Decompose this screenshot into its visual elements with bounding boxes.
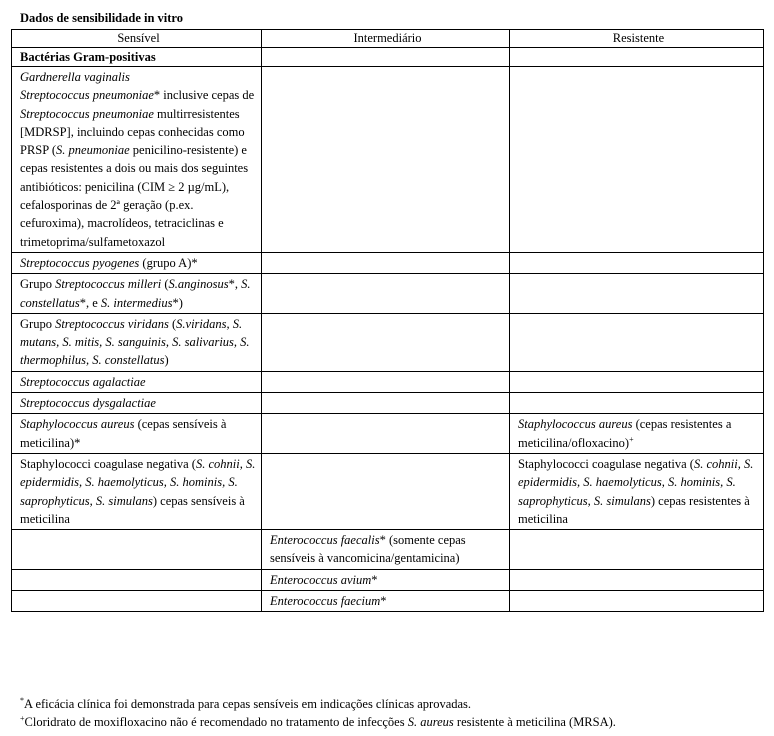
footnote-1 <box>20 697 471 712</box>
organism-name: Streptococcus milleri <box>55 277 162 292</box>
cell-sensitive <box>12 569 262 590</box>
organism-name: S.viridans, S. mutans, S. mitis, S. sanguinis, S. salivarius, S. thermophilus, S. constellatus <box>20 316 250 368</box>
section-row <box>12 48 764 67</box>
cell-intermediate <box>262 453 510 529</box>
cell-intermediate <box>262 591 510 612</box>
cell-text: (grupo A)* <box>139 255 198 270</box>
organism-name: Streptococcus pneumoniae <box>20 88 154 103</box>
cell-sensitive <box>12 67 262 253</box>
table-row <box>12 313 764 371</box>
cell-intermediate <box>262 274 510 314</box>
cell-sensitive <box>12 252 262 273</box>
cell-resistant <box>510 371 764 392</box>
footnote-mark: + <box>629 434 634 444</box>
cell-resistant <box>510 414 764 454</box>
cell-sensitive <box>12 414 262 454</box>
cell-text: * (somente cepas sensíveis à vancomicina/gentamicina) <box>270 533 466 566</box>
cell-resistant <box>510 274 764 314</box>
organism-name: Streptococcus pyogenes <box>20 255 140 270</box>
cell-text: *, <box>228 277 242 292</box>
cell-text: ( <box>161 277 169 292</box>
section-label: Bactérias Gram-positivas <box>12 48 262 67</box>
cell-sensitive <box>12 313 262 371</box>
cell-text: Grupo <box>20 316 56 331</box>
footnote-2-text-before: Cloridrato de moxifloxacino não é recomendado no tratamento de infecções <box>24 715 408 729</box>
table-row <box>12 453 764 529</box>
cell-text: (cepas resistentes a meticilina/ofloxacino) <box>518 417 732 450</box>
cell-intermediate <box>262 414 510 454</box>
cell-resistant <box>510 393 764 414</box>
cell-text: Staphylococci coagulase negativa ( <box>518 456 694 471</box>
table-row <box>12 67 764 253</box>
cell-text: ( <box>168 316 177 331</box>
document-title: Dados de sensibilidade in vitro <box>20 11 184 25</box>
organism-name: Streptococcus agalactiae <box>20 374 146 389</box>
cell-text: penicilino-resistente) e cepas resistentes a dois ou mais dos seguintes antibióticos: penicilina (CIM ≥ 2 µg/mL), cefalosporinas de 2ª geração (p.ex. cefuroxima), macrolídeos, tetraciclinas e trimetoprima/sulfametoxazol <box>20 143 249 249</box>
cell-resistant <box>510 67 764 253</box>
cell-text: *, e <box>79 295 101 310</box>
cell-text: (cepas sensíveis à meticilina)* <box>20 417 227 450</box>
cell-resistant <box>510 252 764 273</box>
footnote-2-mark: + <box>20 713 25 723</box>
footnote-1-text: A eficácia clínica foi demonstrada para cepas sensíveis em indicações clínicas aprovadas. <box>24 697 472 711</box>
table-row <box>12 591 764 612</box>
organism-name: Enterococcus avium <box>270 572 372 587</box>
cell-text: * inclusive cepas de <box>153 88 255 103</box>
header-resistant: Resistente <box>510 30 764 48</box>
footnote-1-mark: * <box>20 695 24 705</box>
organism-name: Streptococcus pneumoniae <box>20 106 154 121</box>
table-row <box>12 414 764 454</box>
table-row <box>12 569 764 590</box>
table-row <box>12 530 764 570</box>
organism-name: S.anginosus <box>168 277 229 292</box>
header-intermediate: Intermediário <box>262 30 510 48</box>
cell-sensitive <box>12 274 262 314</box>
footnote-2 <box>20 715 616 730</box>
cell-intermediate <box>262 393 510 414</box>
cell-resistant <box>510 453 764 529</box>
organism-name: Enterococcus faecium <box>270 594 381 609</box>
organism-name: Streptococcus dysgalactiae <box>20 396 156 411</box>
cell-resistant <box>510 591 764 612</box>
table-row <box>12 252 764 273</box>
organism-name: S. cohnii, S. epidermidis, S. haemolyticus, S. hominis, S. saprophyticus, S. simulans <box>20 456 256 508</box>
table-header-row <box>12 30 764 48</box>
cell-intermediate <box>262 67 510 253</box>
cell-sensitive <box>12 530 262 570</box>
cell-text: ) cepas sensíveis à meticilina <box>20 493 245 526</box>
organism-name: S. pneumoniae <box>56 143 130 158</box>
footnote-2-text-italic: S. aureus <box>407 715 454 729</box>
cell-intermediate <box>262 313 510 371</box>
cell-text: ) cepas resistentes à meticilina <box>518 493 750 526</box>
cell-intermediate <box>262 569 510 590</box>
cell-text: ) <box>164 353 169 368</box>
header-sensitive: Sensível <box>12 30 262 48</box>
organism-name: S. cohnii, S. epidermidis, S. haemolyticus, S. hominis, S. saprophyticus, S. simulans <box>518 456 754 508</box>
cell-sensitive <box>12 591 262 612</box>
cell-intermediate <box>262 252 510 273</box>
cell-text: multirresistentes [MDRSP], incluindo cepas conhecidas como PRSP ( <box>20 106 245 158</box>
organism-name: Enterococcus faecalis <box>270 533 380 548</box>
cell-intermediate <box>262 530 510 570</box>
table-row <box>12 274 764 314</box>
cell-sensitive <box>12 371 262 392</box>
cell-resistant <box>510 313 764 371</box>
cell-text: *) <box>172 295 183 310</box>
cell-text: * <box>380 594 387 609</box>
cell-text: * <box>371 572 378 587</box>
organism-name: Streptococcus viridans <box>55 316 169 331</box>
organism-name: Gardnerella vaginalis <box>20 70 130 84</box>
table-body <box>12 48 764 612</box>
cell-text: Staphylococci coagulase negativa ( <box>20 456 196 471</box>
sensitivity-table <box>11 29 764 612</box>
cell-text: Grupo <box>20 277 56 292</box>
section-empty-cell <box>510 48 764 67</box>
cell-resistant <box>510 569 764 590</box>
cell-resistant <box>510 530 764 570</box>
footnote-2-text-after: resistente à meticilina (MRSA). <box>453 715 616 729</box>
cell-sensitive <box>12 453 262 529</box>
organism-name: Staphylococcus aureus <box>20 417 135 432</box>
organism-name: S. constellatus <box>20 277 251 310</box>
organism-name: Staphylococcus aureus <box>518 417 633 432</box>
table-row <box>12 371 764 392</box>
cell-sensitive <box>12 393 262 414</box>
cell-intermediate <box>262 371 510 392</box>
organism-name: S. intermedius <box>100 295 173 310</box>
section-empty-cell <box>262 48 510 67</box>
table-row <box>12 393 764 414</box>
